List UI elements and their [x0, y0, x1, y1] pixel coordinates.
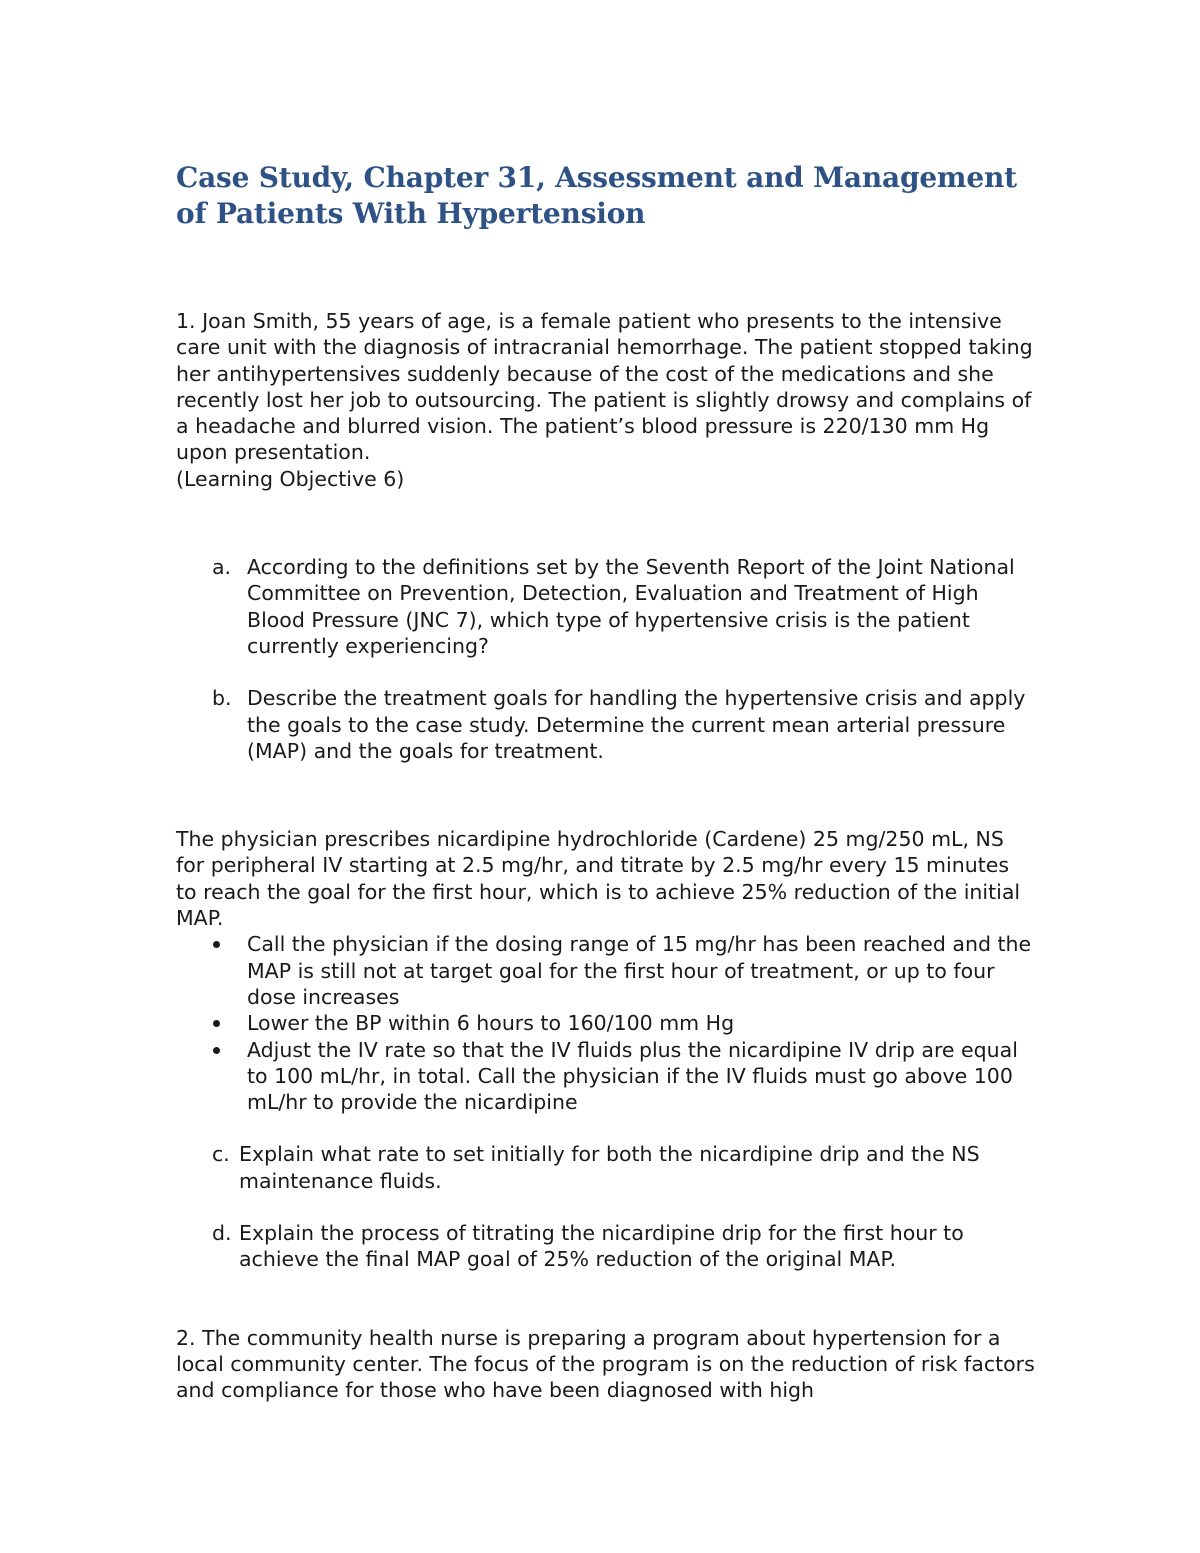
question-item-b — [176, 685, 1036, 764]
question-item-c — [176, 1141, 1036, 1194]
question-1-items — [176, 554, 1036, 764]
bullet-text: Call the physician if the dosing range of 15 mg/hr has been reached and the MAP is still not at target goal for the first hour of treatment, or up to four dose increases — [247, 932, 1032, 1009]
physician-order-bullets — [176, 931, 1036, 1115]
item-marker: c. — [212, 1142, 230, 1167]
question-2-text: 2. The community health nurse is preparing a program about hypertension for a local community center. The focus of the program is on the reduction of risk factors and compliance for those who have been diagnosed with high — [176, 1325, 1035, 1403]
question-item-a — [176, 554, 1036, 659]
question-item-d — [176, 1220, 1036, 1273]
question-1-text: 1. Joan Smith, 55 years of age, is a female patient who presents to the intensive care unit with the diagnosis of intracranial hemorrhage. The patient stopped taking her antihypertensives suddenly because of the cost of the medications and she recently lost her job to outsourcing. The patient is slightly drowsy and complains of a headache and blurred vision. The patient’s blood pressure is 220/130 mm Hg upon presentation. — [176, 309, 1033, 465]
item-text: Describe the treatment goals for handling the hypertensive crisis and apply the goals to the case study. Determine the current mean arterial pressure (MAP) and the goals for treatment. — [247, 686, 1026, 763]
item-text: Explain what rate to set initially for both the nicardipine drip and the NS maintenance fluids. — [239, 1142, 980, 1193]
bullet-item — [176, 1010, 1036, 1036]
bullet-text: Adjust the IV rate so that the IV fluids plus the nicardipine IV drip are equal to 100 mL/hr, in total. Call the physician if the IV fluids must go above 100 mL/hr to provide the nicardipine — [247, 1037, 1018, 1115]
physician-order-text: The physician prescribes nicardipine hydrochloride (Cardene) 25 mg/250 mL, NS for peripheral IV starting at 2.5 mg/hr, and titrate by 2.5 mg/hr every 15 minutes to reach the goal for the first hour, which is to achieve 25% reduction of the initial MAP. — [176, 827, 1021, 931]
item-text: According to the definitions set by the Seventh Report of the Joint National Committee on Prevention, Detection, Evaluation and Treatment of High Blood Pressure (JNC 7), which type of hypertensive crisis is the patient currently experiencing? — [247, 555, 1015, 658]
bullet-icon — [213, 1047, 220, 1054]
item-marker: a. — [212, 555, 232, 580]
document-title: Case Study, Chapter 31, Assessment and Management of Patients With Hypertension — [176, 161, 1017, 230]
item-marker: d. — [212, 1221, 232, 1246]
document-page — [176, 160, 1036, 1404]
learning-objective: (Learning Objective 6) — [176, 466, 405, 491]
bullet-item — [176, 931, 1036, 1010]
bullet-item — [176, 1037, 1036, 1116]
item-text: Explain the process of titrating the nicardipine drip for the first hour to achieve the final MAP goal of 25% reduction of the original MAP. — [239, 1221, 964, 1272]
item-marker: b. — [212, 686, 232, 711]
bullet-icon — [213, 1020, 220, 1027]
physician-order-items — [176, 1141, 1036, 1272]
bullet-icon — [213, 941, 220, 948]
bullet-text: Lower the BP within 6 hours to 160/100 mm Hg — [247, 1011, 735, 1036]
